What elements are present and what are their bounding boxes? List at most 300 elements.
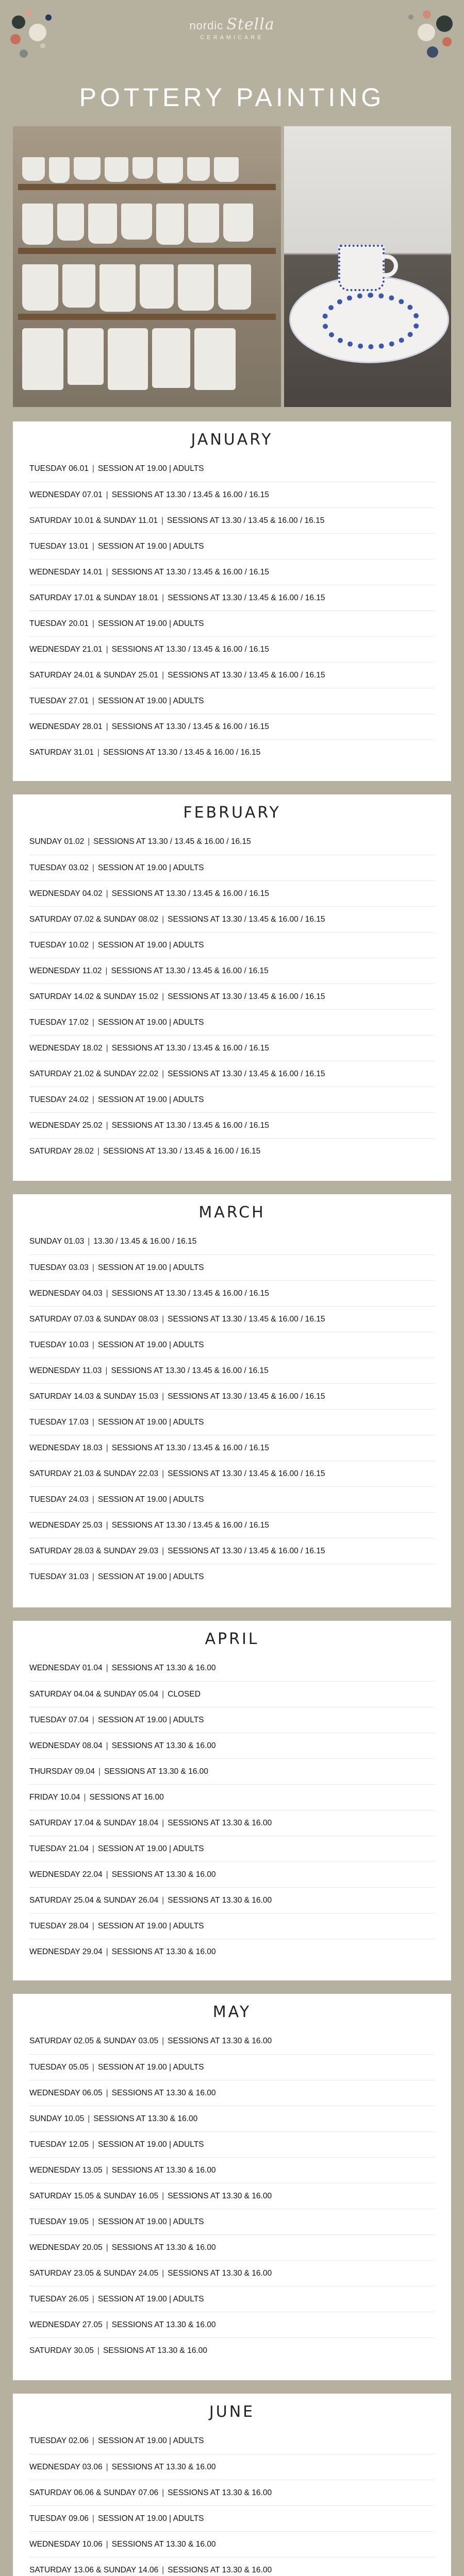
schedule-row xyxy=(29,1913,435,1939)
session-times: SESSIONS AT 13.30 & 16.00 xyxy=(103,2346,207,2355)
schedule-row xyxy=(29,855,435,880)
row-divider: | xyxy=(106,1044,108,1053)
schedule-row xyxy=(29,1733,435,1758)
session-date: WEDNESDAY 28.01 xyxy=(29,722,103,731)
schedule-row xyxy=(29,2505,435,2531)
session-date: WEDNESDAY 25.02 xyxy=(29,1121,103,1130)
session-times: SESSION AT 19.00 | ADULTS xyxy=(97,542,204,551)
schedule-row xyxy=(29,2028,435,2054)
session-date: TUESDAY 03.03 xyxy=(29,1263,89,1272)
page-title: POTTERY PAINTING xyxy=(79,83,385,112)
hero-photo xyxy=(13,126,451,407)
session-times: SESSIONS AT 13.30 / 13.45 & 16.00 / 16.15 xyxy=(93,837,251,846)
month-card-may xyxy=(13,1994,451,2380)
session-times: SESSIONS AT 13.30 / 13.45 & 16.00 / 16.15 xyxy=(168,671,325,680)
schedule-row xyxy=(29,1035,435,1061)
session-date: WEDNESDAY 29.04 xyxy=(29,1947,103,1956)
session-date: WEDNESDAY 27.05 xyxy=(29,2320,103,2329)
session-times: SESSIONS AT 13.30 / 13.45 & 16.00 / 16.15 xyxy=(168,594,325,602)
month-title: FEBRUARY xyxy=(183,804,281,822)
schedule-row xyxy=(29,2286,435,2312)
session-date: TUESDAY 07.04 xyxy=(29,1716,89,1724)
row-divider: | xyxy=(162,2488,164,2497)
month-card-march xyxy=(13,1194,451,1607)
session-date: WEDNESDAY 21.01 xyxy=(29,645,103,654)
session-times: 13.30 / 13.45 & 16.00 / 16.15 xyxy=(93,1237,197,1246)
schedule-row xyxy=(29,611,435,636)
row-divider: | xyxy=(92,2217,94,2226)
schedule-row xyxy=(29,2260,435,2286)
schedule-row xyxy=(29,1332,435,1358)
schedule-row xyxy=(29,533,435,559)
row-divider: | xyxy=(88,1237,90,1246)
session-date: THURSDAY 09.04 xyxy=(29,1767,95,1776)
schedule-row xyxy=(29,1280,435,1306)
session-date: TUESDAY 03.02 xyxy=(29,863,89,872)
session-date: SATURDAY 23.05 & SUNDAY 24.05 xyxy=(29,2269,159,2278)
session-times: SESSIONS AT 13.30 / 13.45 & 16.00 / 16.15 xyxy=(111,1289,269,1298)
row-divider: | xyxy=(92,1418,94,1427)
session-date: TUESDAY 27.01 xyxy=(29,697,89,705)
session-times: SESSIONS AT 13.30 / 13.45 & 16.00 / 16.15 xyxy=(168,1070,325,1078)
session-times: SESSIONS AT 13.30 / 13.45 & 16.00 / 16.15 xyxy=(103,1147,261,1156)
session-date: SATURDAY 04.04 & SUNDAY 05.04 xyxy=(29,1690,159,1699)
schedule-row xyxy=(29,1810,435,1836)
session-date: WEDNESDAY 18.02 xyxy=(29,1044,103,1053)
row-divider: | xyxy=(92,1095,94,1104)
session-times: SESSIONS AT 13.30 & 16.00 xyxy=(168,2566,272,2574)
schedule-row xyxy=(29,958,435,984)
schedule-row xyxy=(29,1655,435,1681)
session-date: WEDNESDAY 04.03 xyxy=(29,1289,103,1298)
month-card-january xyxy=(13,421,451,781)
schedule-row xyxy=(29,662,435,688)
session-date: TUESDAY 05.05 xyxy=(29,2063,89,2072)
session-date: SUNDAY 01.03 xyxy=(29,1237,85,1246)
session-date: WEDNESDAY 10.06 xyxy=(29,2540,103,2549)
schedule-row xyxy=(29,2531,435,2557)
row-divider: | xyxy=(162,1070,164,1078)
schedule-row xyxy=(29,2131,435,2157)
row-divider: | xyxy=(106,1664,108,1672)
session-date: SUNDAY 10.05 xyxy=(29,2114,85,2123)
schedule-row xyxy=(29,1939,435,1964)
schedule-row xyxy=(29,2234,435,2260)
month-title: JUNE xyxy=(209,2403,255,2421)
row-divider: | xyxy=(92,1341,94,1349)
schedule-row xyxy=(29,2337,435,2363)
session-date: TUESDAY 12.05 xyxy=(29,2140,89,2149)
row-divider: | xyxy=(92,1018,94,1027)
schedule-row xyxy=(29,2054,435,2080)
session-times: SESSION AT 19.00 | ADULTS xyxy=(97,1263,204,1272)
session-times: SESSION AT 19.00 | ADULTS xyxy=(97,2217,204,2226)
row-divider: | xyxy=(106,568,108,577)
session-date: TUESDAY 28.04 xyxy=(29,1922,89,1930)
row-divider: | xyxy=(106,1870,108,1879)
row-divider: | xyxy=(162,2192,164,2200)
schedule-row xyxy=(29,1409,435,1435)
row-divider: | xyxy=(106,1289,108,1298)
row-divider: | xyxy=(105,1366,108,1375)
session-times: SESSION AT 19.00 | ADULTS xyxy=(97,1418,204,1427)
row-divider: | xyxy=(106,2540,108,2549)
schedule-row xyxy=(29,1061,435,1087)
session-date: SATURDAY 07.03 & SUNDAY 08.03 xyxy=(29,1315,159,1324)
schedule-row xyxy=(29,1461,435,1486)
session-times: SESSIONS AT 13.30 / 13.45 & 16.00 / 16.15 xyxy=(111,1521,269,1530)
session-date: SATURDAY 14.02 & SUNDAY 15.02 xyxy=(29,992,159,1001)
session-times: SESSION AT 19.00 | ADULTS xyxy=(97,1844,204,1853)
session-times: SESSION AT 19.00 | ADULTS xyxy=(97,1922,204,1930)
session-date: TUESDAY 19.05 xyxy=(29,2217,89,2226)
schedule-row xyxy=(29,688,435,714)
month-title: JANUARY xyxy=(191,431,273,449)
row-divider: | xyxy=(106,1741,108,1750)
session-date: SATURDAY 31.01 xyxy=(29,748,94,757)
row-divider: | xyxy=(92,1572,94,1581)
session-date: TUESDAY 06.01 xyxy=(29,464,89,473)
schedule-row xyxy=(29,1306,435,1332)
schedule-row xyxy=(29,1112,435,1138)
schedule-row xyxy=(29,2080,435,2106)
session-times: CLOSED xyxy=(168,1690,201,1699)
row-divider: | xyxy=(162,1690,164,1699)
row-divider: | xyxy=(92,2140,94,2149)
session-times: SESSIONS AT 13.30 & 16.00 xyxy=(111,2320,216,2329)
session-date: SATURDAY 21.02 & SUNDAY 22.02 xyxy=(29,1070,159,1078)
session-date: SATURDAY 07.02 & SUNDAY 08.02 xyxy=(29,915,159,924)
session-times: SESSION AT 19.00 | ADULTS xyxy=(97,619,204,628)
session-times: SESSION AT 19.00 | ADULTS xyxy=(97,2140,204,2149)
row-divider: | xyxy=(106,1444,108,1452)
session-times: SESSIONS AT 13.30 / 13.45 & 16.00 / 16.15 xyxy=(111,1121,269,1130)
row-divider: | xyxy=(92,2063,94,2072)
row-divider: | xyxy=(92,1844,94,1853)
row-divider: | xyxy=(162,2037,164,2045)
session-times: SESSIONS AT 13.30 & 16.00 xyxy=(111,1664,216,1672)
row-divider: | xyxy=(106,1521,108,1530)
session-times: SESSIONS AT 13.30 / 13.45 & 16.00 / 16.15 xyxy=(111,889,269,898)
session-date: TUESDAY 31.03 xyxy=(29,1572,89,1581)
session-times: SESSIONS AT 13.30 & 16.00 xyxy=(111,2540,216,2549)
month-title: MAY xyxy=(212,2003,252,2021)
session-times: SESSION AT 19.00 | ADULTS xyxy=(97,1716,204,1724)
schedule-row xyxy=(29,1512,435,1538)
schedule-row xyxy=(29,1486,435,1512)
session-times: SESSIONS AT 13.30 & 16.00 xyxy=(168,1819,272,1827)
session-date: WEDNESDAY 07.01 xyxy=(29,490,103,499)
row-divider: | xyxy=(162,1315,164,1324)
session-date: TUESDAY 21.04 xyxy=(29,1844,89,1853)
session-date: WEDNESDAY 20.05 xyxy=(29,2243,103,2252)
row-divider: | xyxy=(162,2566,164,2574)
schedule-row xyxy=(29,906,435,932)
schedule-row xyxy=(29,1836,435,1861)
row-divider: | xyxy=(106,1121,108,1130)
schedule-row xyxy=(29,636,435,662)
session-times: SESSION AT 19.00 | ADULTS xyxy=(97,1572,204,1581)
row-divider: | xyxy=(92,464,94,473)
session-times: SESSIONS AT 13.30 & 16.00 xyxy=(111,2243,216,2252)
session-date: SATURDAY 15.05 & SUNDAY 16.05 xyxy=(29,2192,159,2200)
session-date: SATURDAY 02.05 & SUNDAY 03.05 xyxy=(29,2037,159,2045)
row-divider: | xyxy=(162,671,164,680)
session-times: SESSIONS AT 13.30 / 13.45 & 16.00 / 16.15 xyxy=(111,568,269,577)
row-divider: | xyxy=(84,1793,86,1802)
schedule-row xyxy=(29,932,435,958)
schedule-row xyxy=(29,1758,435,1784)
row-divider: | xyxy=(106,2089,108,2097)
session-date: FRIDAY 10.04 xyxy=(29,1793,80,1802)
session-date: TUESDAY 10.03 xyxy=(29,1341,89,1349)
session-times: SESSIONS AT 13.30 & 16.00 xyxy=(111,1870,216,1879)
row-divider: | xyxy=(97,1147,100,1156)
session-times: SESSION AT 19.00 | ADULTS xyxy=(97,2436,204,2445)
session-times: SESSION AT 19.00 | ADULTS xyxy=(97,2514,204,2523)
month-card-june xyxy=(13,2394,451,2576)
schedule-row xyxy=(29,1358,435,1383)
session-times: SESSION AT 19.00 | ADULTS xyxy=(97,1341,204,1349)
session-times: SESSIONS AT 13.30 / 13.45 & 16.00 / 16.15 xyxy=(103,748,261,757)
session-times: SESSIONS AT 13.30 / 13.45 & 16.00 / 16.15 xyxy=(111,967,269,975)
session-times: SESSIONS AT 16.00 xyxy=(89,1793,164,1802)
schedule-row xyxy=(29,2454,435,2480)
row-divider: | xyxy=(162,594,164,602)
schedule-row xyxy=(29,1681,435,1707)
schedule-row xyxy=(29,1435,435,1461)
session-times: SESSIONS AT 13.30 & 16.00 xyxy=(111,2166,216,2175)
session-times: SESSION AT 19.00 | ADULTS xyxy=(97,1018,204,1027)
session-date: WEDNESDAY 03.06 xyxy=(29,2463,103,2471)
row-divider: | xyxy=(106,2320,108,2329)
painted-mug-photo xyxy=(284,126,451,407)
row-divider: | xyxy=(106,2166,108,2175)
schedule-row xyxy=(29,1538,435,1564)
session-date: TUESDAY 24.03 xyxy=(29,1495,89,1504)
row-divider: | xyxy=(162,915,164,924)
schedule-row xyxy=(29,2183,435,2209)
row-divider: | xyxy=(92,2436,94,2445)
session-times: SESSIONS AT 13.30 & 16.00 xyxy=(168,1896,272,1905)
session-times: SESSIONS AT 13.30 / 13.45 & 16.00 / 16.15 xyxy=(111,645,269,654)
row-divider: | xyxy=(162,2269,164,2278)
session-date: WEDNESDAY 04.02 xyxy=(29,889,103,898)
session-times: SESSIONS AT 13.30 / 13.45 & 16.00 / 16.15 xyxy=(111,490,269,499)
row-divider: | xyxy=(92,863,94,872)
session-date: WEDNESDAY 18.03 xyxy=(29,1444,103,1452)
row-divider: | xyxy=(106,645,108,654)
schedule-row xyxy=(29,2428,435,2454)
schedule-row xyxy=(29,456,435,482)
session-date: TUESDAY 24.02 xyxy=(29,1095,89,1104)
row-divider: | xyxy=(92,941,94,950)
schedule-row xyxy=(29,1707,435,1733)
session-date: SATURDAY 24.01 & SUNDAY 25.01 xyxy=(29,671,159,680)
session-date: TUESDAY 13.01 xyxy=(29,542,89,551)
session-times: SESSIONS AT 13.30 / 13.45 & 16.00 / 16.15 xyxy=(168,1392,325,1401)
session-date: SUNDAY 01.02 xyxy=(29,837,85,846)
session-times: SESSIONS AT 13.30 / 13.45 & 16.00 / 16.15 xyxy=(111,1044,269,1053)
schedule-row xyxy=(29,1564,435,1589)
page-header xyxy=(0,0,464,124)
session-date: TUESDAY 26.05 xyxy=(29,2295,89,2303)
schedule-row xyxy=(29,2480,435,2505)
row-divider: | xyxy=(92,2295,94,2303)
session-date: TUESDAY 17.03 xyxy=(29,1418,89,1427)
session-date: WEDNESDAY 06.05 xyxy=(29,2089,103,2097)
row-divider: | xyxy=(162,1819,164,1827)
row-divider: | xyxy=(106,2243,108,2252)
session-date: TUESDAY 20.01 xyxy=(29,619,89,628)
row-divider: | xyxy=(105,967,108,975)
month-card-april xyxy=(13,1621,451,1980)
session-date: SATURDAY 30.05 xyxy=(29,2346,94,2355)
session-times: SESSIONS AT 13.30 & 16.00 xyxy=(168,2269,272,2278)
session-date: TUESDAY 10.02 xyxy=(29,941,89,950)
schedule-row xyxy=(29,1009,435,1035)
schedule-row xyxy=(29,1087,435,1112)
session-date: WEDNESDAY 11.03 xyxy=(29,1366,102,1375)
session-times: SESSION AT 19.00 | ADULTS xyxy=(97,1495,204,1504)
session-date: TUESDAY 09.06 xyxy=(29,2514,89,2523)
month-title: APRIL xyxy=(205,1630,259,1648)
session-times: SESSIONS AT 13.30 / 13.45 & 16.00 / 16.15 xyxy=(168,1315,325,1324)
session-times: SESSION AT 19.00 | ADULTS xyxy=(97,2063,204,2072)
session-date: WEDNESDAY 11.02 xyxy=(29,967,102,975)
row-divider: | xyxy=(88,2114,90,2123)
schedule-row xyxy=(29,1255,435,1280)
session-date: SATURDAY 14.03 & SUNDAY 15.03 xyxy=(29,1392,159,1401)
schedule-row xyxy=(29,880,435,906)
schedule-row xyxy=(29,2157,435,2183)
schedule-row xyxy=(29,1887,435,1913)
session-date: SATURDAY 28.02 xyxy=(29,1147,94,1156)
schedule-row xyxy=(29,2106,435,2131)
schedule-row xyxy=(29,714,435,739)
month-card-february xyxy=(13,794,451,1181)
painted-mug xyxy=(338,245,385,291)
schedule-row xyxy=(29,1138,435,1164)
session-times: SESSIONS AT 13.30 & 16.00 xyxy=(168,2037,272,2045)
logo-word-nordic: nordic xyxy=(189,19,224,32)
row-divider: | xyxy=(162,1469,164,1478)
row-divider: | xyxy=(162,992,164,1001)
shelf-photo xyxy=(13,126,281,407)
row-divider: | xyxy=(92,697,94,705)
session-date: TUESDAY 17.02 xyxy=(29,1018,89,1027)
session-times: SESSION AT 19.00 | ADULTS xyxy=(97,863,204,872)
session-times: SESSIONS AT 13.30 / 13.45 & 16.00 / 16.15 xyxy=(111,1366,269,1375)
session-date: SATURDAY 17.01 & SUNDAY 18.01 xyxy=(29,594,159,602)
schedule-row xyxy=(29,739,435,765)
schedule-row xyxy=(29,1784,435,1810)
row-divider: | xyxy=(106,2463,108,2471)
session-date: SATURDAY 21.03 & SUNDAY 22.03 xyxy=(29,1469,159,1478)
session-times: SESSIONS AT 13.30 / 13.45 & 16.00 / 16.15 xyxy=(168,1469,325,1478)
session-date: TUESDAY 02.06 xyxy=(29,2436,89,2445)
session-times: SESSIONS AT 13.30 / 13.45 & 16.00 / 16.15 xyxy=(168,992,325,1001)
row-divider: | xyxy=(88,837,90,846)
session-times: SESSION AT 19.00 | ADULTS xyxy=(97,1095,204,1104)
schedule-row xyxy=(29,984,435,1009)
schedule-row xyxy=(29,585,435,611)
session-date: SATURDAY 06.06 & SUNDAY 07.06 xyxy=(29,2488,159,2497)
session-date: SATURDAY 28.03 & SUNDAY 29.03 xyxy=(29,1547,159,1555)
session-date: SATURDAY 10.01 & SUNDAY 11.01 xyxy=(29,516,158,525)
session-times: SESSIONS AT 13.30 / 13.45 & 16.00 / 16.15 xyxy=(167,516,325,525)
schedule-row xyxy=(29,507,435,533)
row-divider: | xyxy=(162,1896,164,1905)
session-times: SESSION AT 19.00 | ADULTS xyxy=(97,464,204,473)
row-divider: | xyxy=(161,516,164,525)
brand-logo xyxy=(0,15,464,41)
schedule-row xyxy=(29,482,435,507)
row-divider: | xyxy=(98,1767,101,1776)
session-times: SESSIONS AT 13.30 & 16.00 xyxy=(111,2089,216,2097)
session-times: SESSIONS AT 13.30 / 13.45 & 16.00 / 16.15 xyxy=(168,1547,325,1555)
session-times: SESSIONS AT 13.30 / 13.45 & 16.00 / 16.15 xyxy=(111,1444,269,1452)
row-divider: | xyxy=(92,1495,94,1504)
session-date: SATURDAY 17.04 & SUNDAY 18.04 xyxy=(29,1819,159,1827)
row-divider: | xyxy=(92,1922,94,1930)
row-divider: | xyxy=(106,722,108,731)
row-divider: | xyxy=(92,1263,94,1272)
row-divider: | xyxy=(97,2346,100,2355)
row-divider: | xyxy=(162,1547,164,1555)
row-divider: | xyxy=(106,889,108,898)
row-divider: | xyxy=(106,1947,108,1956)
session-date: WEDNESDAY 08.04 xyxy=(29,1741,103,1750)
row-divider: | xyxy=(97,748,100,757)
session-times: SESSIONS AT 13.30 & 16.00 xyxy=(111,1947,216,1956)
session-times: SESSIONS AT 13.30 & 16.00 xyxy=(104,1767,208,1776)
logo-word-stella: Stella xyxy=(226,15,275,33)
schedule-row xyxy=(29,2209,435,2234)
schedule-row xyxy=(29,559,435,585)
schedule-row xyxy=(29,2557,435,2576)
session-times: SESSIONS AT 13.30 & 16.00 xyxy=(168,2488,272,2497)
session-date: WEDNESDAY 22.04 xyxy=(29,1870,103,1879)
session-times: SESSIONS AT 13.30 / 13.45 & 16.00 / 16.15 xyxy=(168,915,325,924)
schedule-row xyxy=(29,1229,435,1255)
schedule-row xyxy=(29,1383,435,1409)
session-date: WEDNESDAY 01.04 xyxy=(29,1664,103,1672)
session-times: SESSIONS AT 13.30 & 16.00 xyxy=(111,1741,216,1750)
session-times: SESSIONS AT 13.30 & 16.00 xyxy=(168,2192,272,2200)
session-times: SESSIONS AT 13.30 & 16.00 xyxy=(111,2463,216,2471)
schedule-row xyxy=(29,1861,435,1887)
session-times: SESSION AT 19.00 | ADULTS xyxy=(97,2295,204,2303)
session-times: SESSION AT 19.00 | ADULTS xyxy=(97,697,204,705)
session-date: SATURDAY 25.04 & SUNDAY 26.04 xyxy=(29,1896,159,1905)
row-divider: | xyxy=(106,490,108,499)
session-times: SESSION AT 19.00 | ADULTS xyxy=(97,941,204,950)
row-divider: | xyxy=(92,542,94,551)
row-divider: | xyxy=(92,619,94,628)
row-divider: | xyxy=(162,1392,164,1401)
row-divider: | xyxy=(92,1716,94,1724)
session-date: WEDNESDAY 13.05 xyxy=(29,2166,103,2175)
month-title: MARCH xyxy=(198,1204,266,1222)
session-date: SATURDAY 13.06 & SUNDAY 14.06 xyxy=(29,2566,159,2574)
session-times: SESSIONS AT 13.30 & 16.00 xyxy=(93,2114,198,2123)
logo-subtitle: CERAMICARE xyxy=(200,35,264,41)
session-date: WEDNESDAY 14.01 xyxy=(29,568,103,577)
schedule-row xyxy=(29,2312,435,2337)
row-divider: | xyxy=(92,2514,94,2523)
session-date: WEDNESDAY 25.03 xyxy=(29,1521,103,1530)
